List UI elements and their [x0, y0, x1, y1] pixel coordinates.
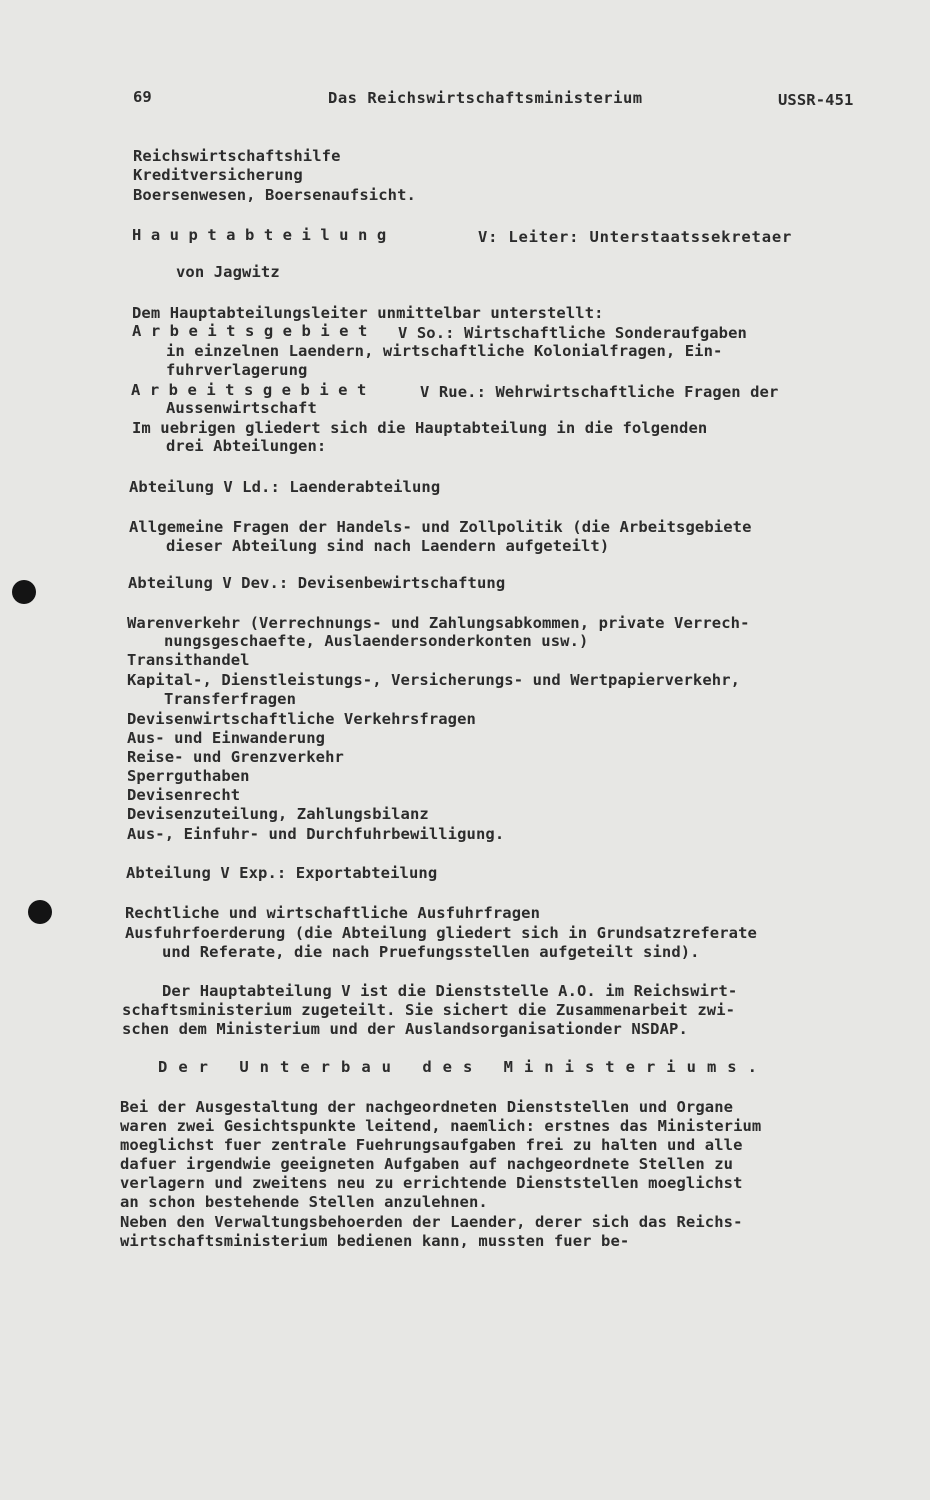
page-title: Das Reichswirtschaftsministerium [328, 89, 643, 107]
arbeitsgebiet-label: Arbeitsgebiet [132, 322, 377, 340]
abteilung-dev-item: Devisenrecht [127, 786, 241, 804]
hauptabteilung-leiter-name: von Jagwitz [176, 263, 280, 281]
page-number: 69 [133, 88, 152, 106]
hauptabteilung-label: Hauptabteilung [132, 226, 396, 244]
abteilung-ld-line: Allgemeine Fragen der Handels- und Zollpolitik (die Arbeitsgebiete [129, 518, 752, 536]
dienststelle-line: schen dem Ministerium und der Auslandsorganisationder NSDAP. [122, 1020, 688, 1038]
unterbau-line: verlagern und zweitens neu zu errichtende Dienststellen moeglichst [120, 1174, 743, 1192]
punch-hole-top [12, 580, 36, 604]
abteilung-dev-item: nungsgeschaefte, Auslaendersonderkonten usw.) [164, 632, 589, 650]
abteilung-dev-item: Devisenzuteilung, Zahlungsbilanz [127, 805, 429, 823]
intro-line: Reichswirtschaftshilfe [133, 147, 341, 165]
document-id: USSR-451 [778, 91, 854, 109]
abteilung-ld-line: dieser Abteilung sind nach Laendern aufgeteilt) [166, 537, 610, 555]
intro-line: Kreditversicherung [133, 166, 303, 184]
hauptabteilung-leiter-title: V: Leiter: Unterstaatssekretaer [478, 228, 793, 246]
gliederung-line: Im uebrigen gliedert sich die Hauptabteilung in die folgenden [132, 419, 708, 437]
unterbau-line: Bei der Ausgestaltung der nachgeordneten Dienststellen und Organe [120, 1098, 734, 1116]
arbeitsgebiet-rue: V Rue.: Wehrwirtschaftliche Fragen der [420, 383, 779, 401]
arbeitsgebiet-so-cont: fuhrverlagerung [166, 361, 308, 379]
abteilung-dev-item: Kapital-, Dienstleistungs-, Versicherungs- und Wertpapierverkehr, [127, 671, 741, 689]
unterstellt-intro: Dem Hauptabteilungsleiter unmittelbar unterstellt: [132, 304, 604, 322]
abteilung-exp-line: und Referate, die nach Pruefungsstellen aufgeteilt sind). [162, 943, 700, 961]
unterbau-line: dafuer irgendwie geeigneten Aufgaben auf nachgeordnete Stellen zu [120, 1155, 734, 1173]
unterbau-heading: Der Unterbau des Ministeriums. [158, 1058, 768, 1076]
abteilung-dev-item: Devisenwirtschaftliche Verkehrsfragen [127, 710, 476, 728]
abteilung-dev-item: Transithandel [127, 651, 250, 669]
arbeitsgebiet-so-cont: in einzelnen Laendern, wirtschaftliche Kolonialfragen, Ein- [166, 342, 723, 360]
unterbau-line: Neben den Verwaltungsbehoerden der Laender, derer sich das Reichs- [120, 1213, 743, 1231]
unterbau-line: an schon bestehende Stellen anzulehnen. [120, 1193, 488, 1211]
abteilung-dev-item: Transferfragen [164, 690, 297, 708]
abteilung-dev-item: Aus- und Einwanderung [127, 729, 326, 747]
abteilung-exp-line: Rechtliche und wirtschaftliche Ausfuhrfragen [125, 904, 540, 922]
abteilung-dev-item: Aus-, Einfuhr- und Durchfuhrbewilligung. [127, 825, 505, 843]
abteilung-exp-line: Ausfuhrfoerderung (die Abteilung gliedert sich in Grundsatzreferate [125, 924, 757, 942]
abteilung-dev-heading: Abteilung V Dev.: Devisenbewirtschaftung [128, 574, 506, 592]
abteilung-exp-heading: Abteilung V Exp.: Exportabteilung [126, 864, 438, 882]
unterbau-line: moeglichst fuer zentrale Fuehrungsaufgaben frei zu halten und alle [120, 1136, 743, 1154]
abteilung-dev-item: Warenverkehr (Verrechnungs- und Zahlungsabkommen, private Verrech- [127, 614, 750, 632]
punch-hole-bottom [28, 900, 52, 924]
gliederung-line: drei Abteilungen: [166, 437, 327, 455]
unterbau-line: wirtschaftsministerium bedienen kann, mussten fuer be- [120, 1232, 630, 1250]
intro-line: Boersenwesen, Boersenaufsicht. [133, 186, 416, 204]
abteilung-ld-heading: Abteilung V Ld.: Laenderabteilung [129, 478, 441, 496]
unterbau-line: waren zwei Gesichtspunkte leitend, naemlich: erstnes das Ministerium [120, 1117, 762, 1135]
arbeitsgebiet-so: V So.: Wirtschaftliche Sonderaufgaben [398, 324, 747, 342]
abteilung-dev-item: Reise- und Grenzverkehr [127, 748, 344, 766]
dienststelle-line: schaftsministerium zugeteilt. Sie sichert die Zusammenarbeit zwi- [122, 1001, 736, 1019]
arbeitsgebiet-rue-cont: Aussenwirtschaft [166, 399, 317, 417]
arbeitsgebiet-label: Arbeitsgebiet [131, 381, 376, 399]
dienststelle-line: Der Hauptabteilung V ist die Dienststelle A.O. im Reichswirt- [162, 982, 738, 1000]
abteilung-dev-item: Sperrguthaben [127, 767, 250, 785]
